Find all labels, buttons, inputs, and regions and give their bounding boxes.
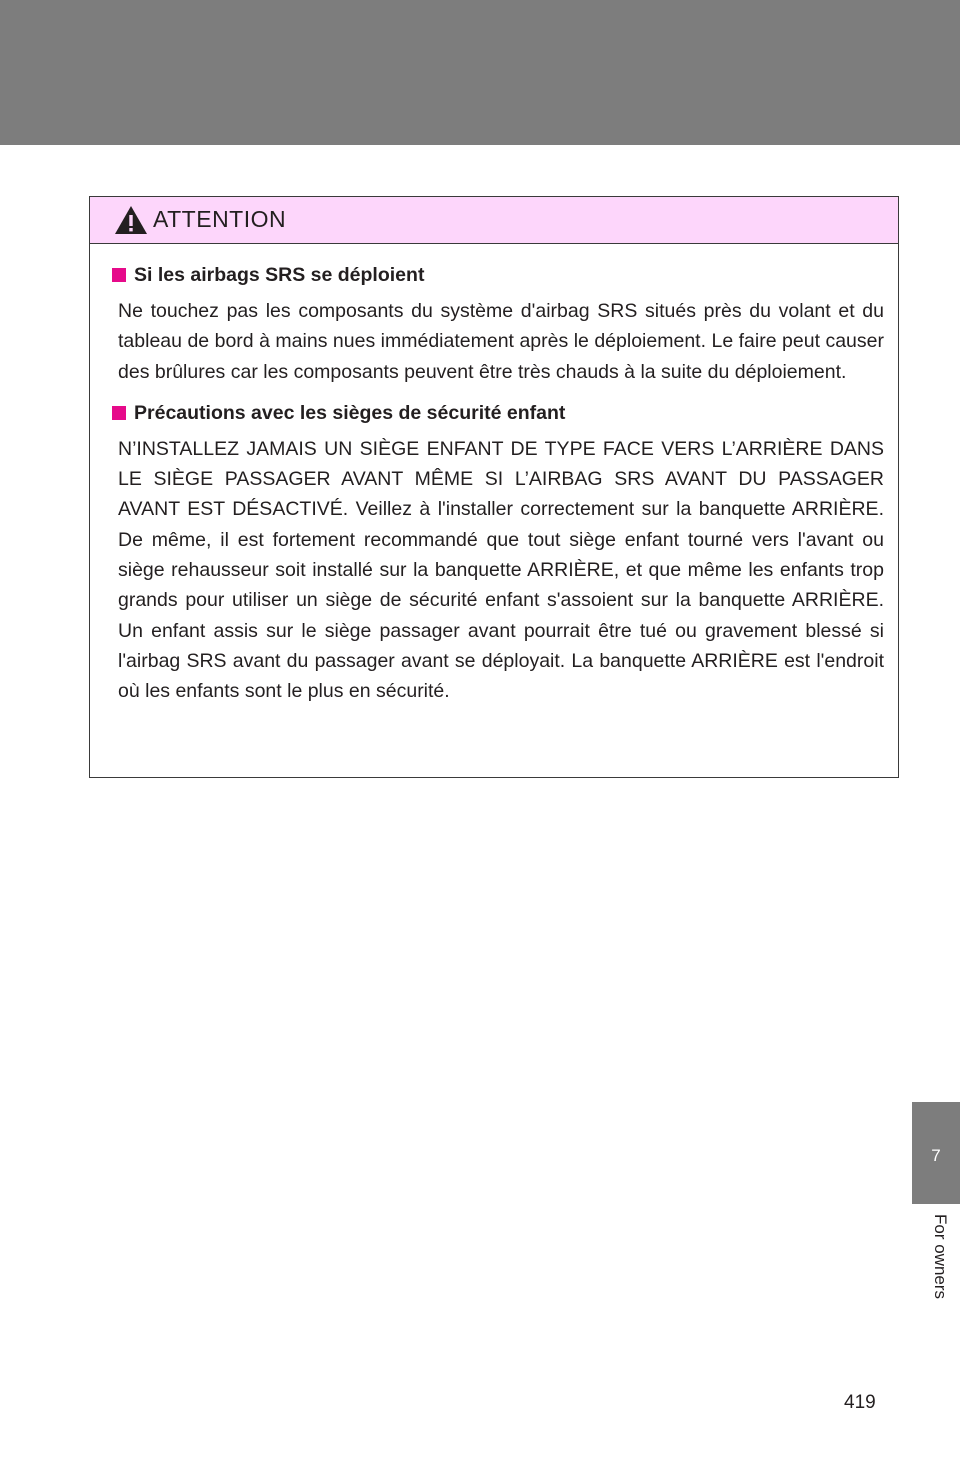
attention-title: ATTENTION	[153, 206, 287, 232]
square-bullet-icon	[112, 406, 126, 420]
section-heading-text: Si les airbags SRS se déploient	[134, 264, 425, 286]
square-bullet-icon	[112, 268, 126, 282]
section-text: Ne touchez pas les composants du système d'airbag SRS situés près du volant et du tableau de bord à mains nues immédiatement après le déploiement. Le faire peut causer des brûlures car les composants peuvent être très chauds à la suite du déploiement.	[118, 300, 884, 383]
page-number: 419	[844, 1392, 876, 1413]
attention-body	[90, 244, 898, 707]
section-child-seat-precautions	[112, 399, 884, 707]
chapter-tab	[912, 1102, 960, 1204]
chapter-label-text: For owners	[931, 1214, 950, 1300]
section-heading-text: Précautions avec les sièges de sécurité enfant	[134, 401, 566, 424]
section-heading	[112, 261, 884, 289]
section-airbag-deployment	[112, 261, 884, 387]
attention-box	[89, 196, 899, 778]
top-band	[0, 0, 960, 145]
section-heading	[112, 399, 884, 427]
attention-header	[90, 197, 898, 244]
section-text: N’INSTALLEZ JAMAIS UN SIÈGE ENFANT DE TYPE FACE VERS L’ARRIÈRE DANS LE SIÈGE PASSAGER AVANT MÊME SI L’AIRBAG SRS AVANT DU PASSAGER AVANT EST DÉSACTIVÉ. Veillez à l'installer correctement sur la banquette ARRIÈRE. De même, il est fortement recommandé que tout siège enfant tourné vers l'avant ou siège rehausseur soit installé sur la banquette ARRIÈRE, et que même les enfants trop grands pour utiliser un siège de sécurité enfant s'assoient sur la banquette ARRIÈRE. Un enfant assis sur le siège passager avant pourrait être tué ou gravement blessé si l'airbag SRS avant du passager avant se déployait. La banquette ARRIÈRE est l'endroit où les enfants sont le plus en sécurité.	[118, 437, 884, 703]
warning-triangle-icon	[114, 205, 148, 235]
chapter-label	[912, 1206, 960, 1346]
chapter-number: 7	[931, 1146, 941, 1165]
